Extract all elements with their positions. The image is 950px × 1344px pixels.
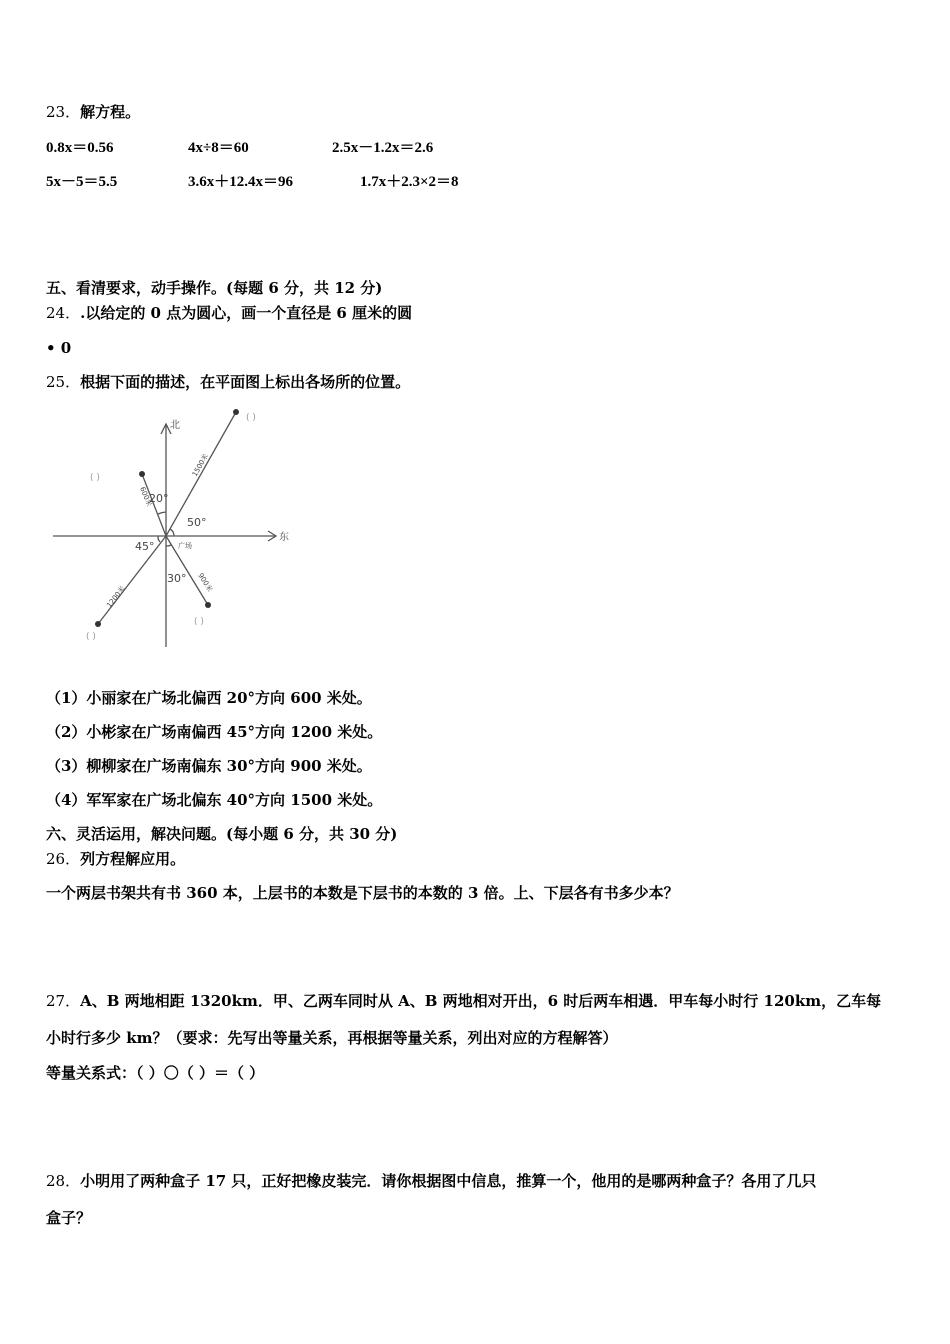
q23-title: 解方程。 (80, 103, 141, 121)
equation-1: 0.8x＝0.56 (46, 140, 114, 156)
q25-number: 25． (46, 373, 81, 391)
q28-line-1 (46, 1171, 816, 1191)
blank-se: ( ) (194, 617, 204, 627)
point-1200 (95, 621, 101, 627)
equation-4: 5x－5＝5.5 (46, 174, 118, 190)
north-label: 北 (170, 420, 180, 431)
angle-50-label: 50° (187, 516, 207, 529)
arc-45 (158, 536, 160, 542)
q24-number: 24． (46, 304, 81, 322)
q23-number: 23． (46, 103, 81, 121)
q26-number: 26． (46, 850, 81, 868)
dist-1500-label: 1500米 (190, 452, 211, 478)
east-label: 东 (279, 532, 289, 543)
q27-line-2: 小时行多少 km？（要求：先写出等量关系，再根据等量关系，列出对应的方程解答） (46, 1029, 618, 1047)
q25-heading (46, 372, 410, 392)
q26-heading (46, 849, 185, 869)
equation-6: 1.7x＋2.3×2＝8 (360, 174, 459, 190)
blank-sw: ( ) (86, 632, 96, 642)
section-6-title: 六、灵活运用，解决问题。(每小题 6 分，共 30 分) (46, 825, 398, 843)
q24-text: .以给定的 0 点为圆心，画一个直径是 6 厘米的圆 (80, 304, 413, 322)
angle-20-label: 20° (149, 492, 169, 505)
q26-text: 一个两层书架共有书 360 本，上层书的本数是下层书的本数的 3 倍。上、下层各有书多少本？ (46, 884, 679, 902)
equation-2: 4x÷8＝60 (188, 140, 249, 156)
q25-item-1: （1）小丽家在广场北偏西 20°方向 600 米处。 (46, 689, 372, 707)
dist-900-label: 900米 (196, 571, 214, 594)
q25-item-4: （4）军军家在广场北偏东 40°方向 1500 米处。 (46, 791, 383, 809)
q25-item-3: （3）柳柳家在广场南偏东 30°方向 900 米处。 (46, 757, 372, 775)
q26-title: 列方程解应用。 (80, 850, 186, 868)
point-600 (139, 471, 145, 477)
dist-1200-label: 1200米 (105, 584, 127, 610)
arc-20 (158, 512, 166, 514)
direction-diagram (46, 402, 306, 652)
dist-600-label: 600米 (138, 485, 154, 508)
point-1500 (233, 409, 239, 415)
arc-30 (166, 545, 171, 546)
blank-ne: ( ) (246, 413, 256, 423)
q25-item-2: （2）小彬家在广场南偏西 45°方向 1200 米处。 (46, 723, 383, 741)
blank-nw: ( ) (90, 473, 100, 483)
q28-line-2: 盒子？ (46, 1209, 92, 1227)
line-1200 (98, 536, 166, 624)
center-label: 广场 (178, 542, 192, 550)
q24-heading (46, 303, 412, 323)
section-5-title: 五、看清要求，动手操作。(每题 6 分，共 12 分) (46, 279, 383, 297)
q23-heading (46, 102, 140, 122)
q27-relation: 等量关系式：（ ）〇（ ）＝（ ） (46, 1064, 265, 1082)
equation-5: 3.6x＋12.4x＝96 (188, 174, 294, 190)
point-900 (205, 602, 211, 608)
q28-number: 28． (46, 1172, 81, 1190)
angle-45-label: 45° (135, 540, 155, 553)
equation-3: 2.5x－1.2x＝2.6 (332, 140, 434, 156)
q27-text-1: A、B 两地相距 1320km．甲、乙两车同时从 A、B 两地相对开出，6 时后两车相遇．甲车每小时行 120km，乙车每 (80, 992, 882, 1010)
q24-point: • 0 (46, 339, 72, 357)
q27-number: 27． (46, 992, 81, 1010)
arc-50 (170, 529, 174, 536)
q25-text: 根据下面的描述，在平面图上标出各场所的位置。 (80, 373, 411, 391)
q28-text-1: 小明用了两种盒子 17 只，正好把橡皮装完．请你根据图中信息，推算一个，他用的是哪两种盒子？各用了几只 (80, 1172, 817, 1190)
angle-30-label: 30° (167, 572, 187, 585)
q27-line-1 (46, 991, 881, 1011)
